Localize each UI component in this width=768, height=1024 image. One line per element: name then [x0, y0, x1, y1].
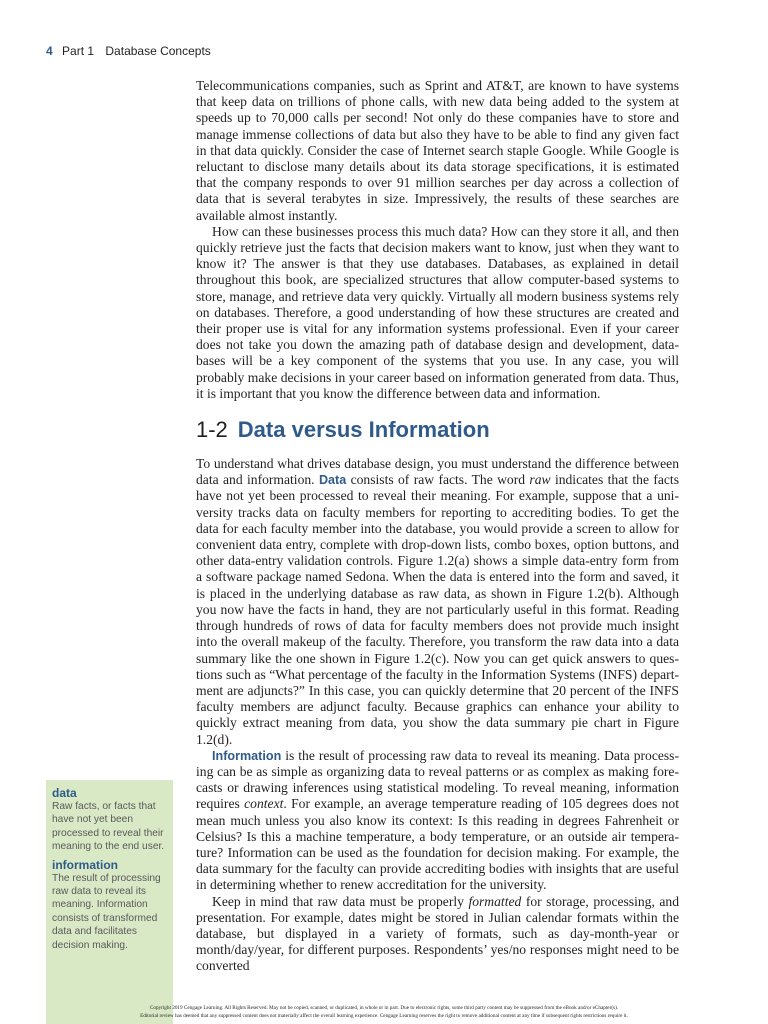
key-term-data: Data — [318, 473, 347, 488]
main-content — [196, 78, 679, 975]
key-term-information: Information — [212, 748, 282, 763]
body-paragraph — [196, 456, 679, 748]
page-number: 4 — [46, 44, 53, 58]
paragraph-text: Keep in mind that raw data must be properly — [212, 893, 469, 909]
copyright-notice — [86, 1004, 682, 1020]
section-title: Data versus Information — [237, 417, 490, 443]
body-paragraph: How can these businesses process this much data? How can they store it all, and then quickly retrieve just the facts that decision makers want to know, just when they want to know it? The answer is that they use databases. Databases, as explained in detail throughout this book, are specialized structures that allow computer-based systems to store, manage, and retrieve data very quickly. Virtually all modern business systems rely on databases. Therefore, a good understanding of how these structures are created and their proper use is vital for any information systems professional. Even if your career does not take you down the amazing path of database design and development, databases will be a key component of the systems that you use. In any case, you will probably make decisions in your career based on information generated from data. Thus, it is important that you know the difference between data and information. — [196, 223, 679, 401]
body-paragraph: Telecommunications companies, such as Sprint and AT&T, are known to have systems that keep data on trillions of phone calls, with new data being added to the system at speeds up to 70,000 calls per second! Not only do these companies have to store and manage immense collections of data but also they have to be able to find any given fact in that data quickly. Consider the case of Internet search staple Google. While Google is reluctant to disclose many details about its data storage specifications, it is estimated that the company responds to over 91 million searches per day across a collection of data that is several terabytes in size. Impressively, the results of these searches are available almost instantly. — [196, 78, 679, 223]
section-heading — [196, 416, 679, 444]
glossary-definition: Raw facts, or facts that have not yet been processed to reveal their meaning to the end user. — [52, 801, 165, 853]
paragraph-text: . For example, an average temperature reading of 105 degrees does not mean much unless you also know its context: Is this reading in degrees Fahrenheit or Celsius? Is this a machine temperature, a body temperature, or an outside air temperature? Information can be used as the foundation for decision making. For example, the data summary for the faculty can provide accrediting bodies with insights that are useful in determining whether to renew accreditation for the university. — [196, 796, 679, 893]
paragraph-text: for storage, processing, and presentation. For example, dates might be stored in Julian calendar formats within the database, but displayed in a variety of formats, such as day-month-year or month/day/year, for different purposes. Respondents’ yes/no responses might need to be converted — [196, 893, 679, 974]
part-label: Part 1 — [62, 44, 95, 58]
chapter-title: Database Concepts — [105, 44, 211, 58]
emphasis-text: raw — [529, 472, 551, 488]
glossary-definition: The result of processing raw data to reveal its meaning. Information consists of transformed data and facilitates decision making. — [52, 872, 161, 951]
paragraph-text: consists of raw facts. The word — [346, 472, 530, 488]
running-head — [46, 44, 211, 58]
paragraph-text: is the result of processing raw data to reveal its meaning. Data processing can be as simple as organizing data to reveal patterns or as complex as making forecasts or drawing inferences using statistical modeling. To reveal meaning, information requires — [196, 747, 679, 812]
section-number: 1-2 — [196, 417, 228, 443]
paragraph-text: To understand what drives database design, you must understand the difference between data and information. — [196, 456, 679, 488]
body-paragraph — [196, 894, 679, 975]
paragraph-text: indicates that the facts have not yet been processed to reveal their meaning. For example, suppose that a university tracks data on faculty members for reporting to accrediting bodies. To get the data for each faculty member into the database, you would provide a screen to allow for convenient data entry, complete with drop-down lists, combo boxes, option buttons, and other data-entry validation controls. Figure 1.2(a) shows a simple data-entry form from a software package named Sedona. When the data is entered into the form and saved, it is placed in the underlying database as raw data, as shown in Figure 1.2(b). Although you now have the facts in hand, they are not particularly useful in this format. Reading through hundreds of rows of data for faculty members does not provide much insight into the overall makeup of the faculty. Therefore, you transform the raw data into a data summary like the one shown in Figure 1.2(c). Now you can get quick answers to questions such as “What percentage of the faculty in the Information Systems (INFS) department are adjuncts?” In this case, you can quickly determine that 20 percent of the INFS faculty members are adjunct faculty. Because graphics can enhance your ability to quickly extract meaning from data, you show the data summary pie chart in Figure 1.2(d). — [196, 472, 679, 747]
emphasis-text: formatted — [468, 893, 522, 909]
glossary-sidebar — [46, 780, 173, 1024]
glossary-term: data — [52, 786, 77, 800]
copyright-line: Editorial review has deemed that any suppressed content does not materially affect the overall learning experience. Cengage Learning reserves the right to remove additional content at any time if subsequent rights restrictions require it. — [140, 1013, 628, 1019]
copyright-line: Copyright 2019 Cengage Learning. All Rights Reserved. May not be copied, scanned, or duplicated, in whole or in part. Due to electronic rights, some third party content may be suppressed from the eBook and/or eChapter(s). — [149, 1005, 619, 1011]
glossary-term: information — [52, 857, 118, 872]
emphasis-text: context — [244, 796, 284, 812]
body-paragraph — [196, 748, 679, 894]
